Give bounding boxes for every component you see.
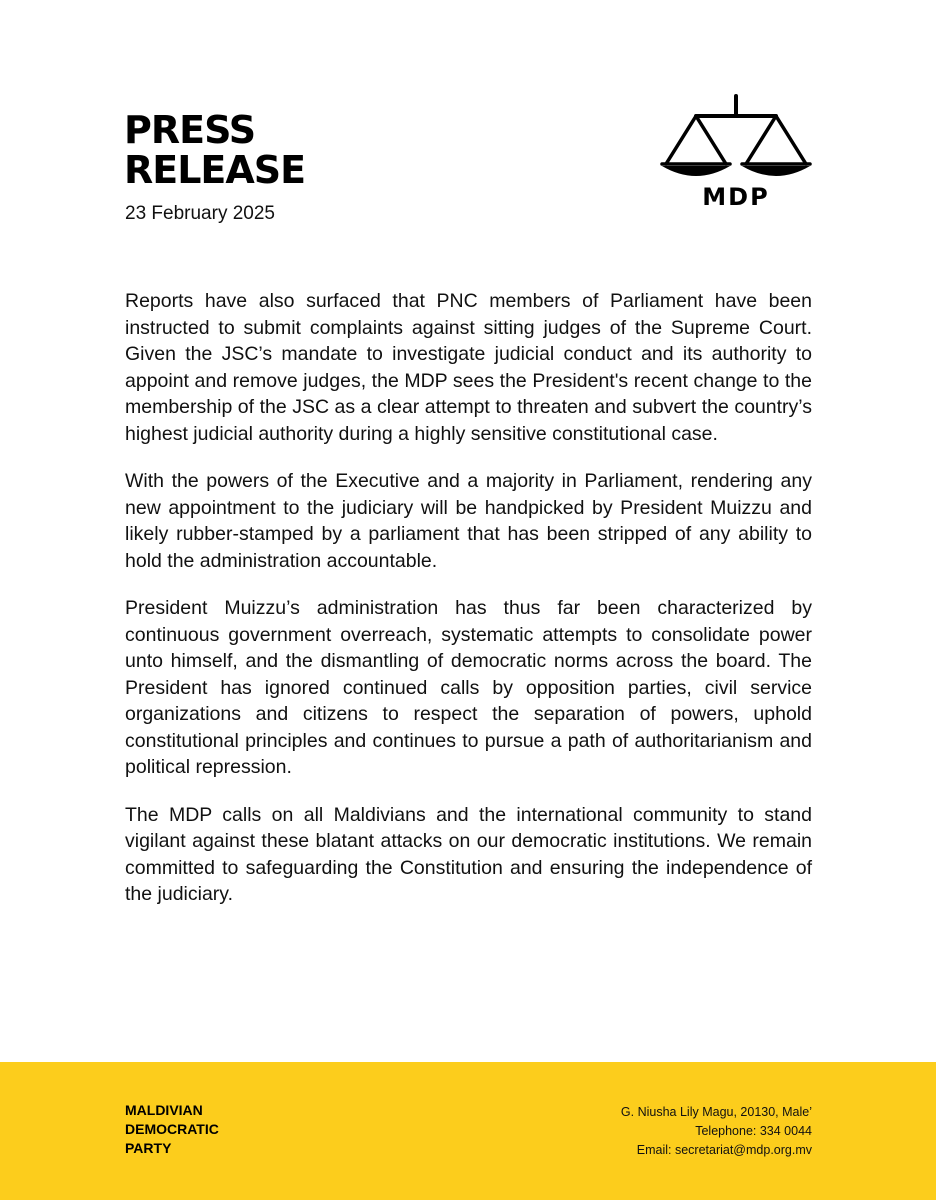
footer (0, 1062, 936, 1200)
title-line-2: RELEASE (124, 148, 306, 192)
body-paragraph-4: The MDP calls on all Maldivians and the international community to stand vigilant against these blatant attacks on our democratic institutions. We remain committed to safeguarding the Constitution and ensuring the independence of the judiciary. (125, 803, 812, 905)
party-name (125, 1101, 219, 1158)
body-paragraph-3: President Muizzu’s administration has thus far been characterized by continuous government overreach, systematic attempts to consolidate power unto himself, and the dismantling of democratic norms across the board. The President has ignored continued calls by opposition parties, civil service organizations and citizens to respect the separation of powers, uphold constitutional principles and continues to pursue a path of authoritarianism and political repression. (125, 597, 812, 778)
party-name-line-3: PARTY (125, 1140, 172, 1156)
party-name-line-1: MALDIVIAN (125, 1102, 203, 1118)
page-title (124, 110, 305, 190)
contact-info (621, 1103, 812, 1160)
body-paragraph-1: Reports have also surfaced that PNC members of Parliament have been instructed to submit complaints against sitting judges of the Supreme Court. Given the JSC’s mandate to investigate judicial conduct and its authority to appoint and remove judges, the MDP sees the President's recent change to the membership of the JSC as a clear attempt to threaten and subvert the country’s highest judicial authority during a highly sensitive constitutional case. (125, 290, 812, 445)
title-line-1: PRESS (124, 108, 256, 152)
release-date: 23 February 2025 (125, 203, 275, 224)
telephone: Telephone: 334 0044 (695, 1124, 812, 1138)
logo-text: MDP (702, 183, 770, 211)
party-name-line-2: DEMOCRATIC (125, 1121, 219, 1137)
mdp-logo (656, 94, 816, 212)
address: G. Niusha Lily Magu, 20130, Male’ (620, 1105, 812, 1119)
press-release-body (125, 288, 812, 929)
body-paragraph-2: With the powers of the Executive and a majority in Parliament, rendering any new appointment to the judiciary will be handpicked by President Muizzu and likely rubber-stamped by a parliament that has been stripped of any ability to hold the administration accountable. (125, 470, 812, 572)
email: Email: secretariat@mdp.org.mv (636, 1143, 812, 1157)
scales-of-justice-icon (656, 94, 816, 212)
